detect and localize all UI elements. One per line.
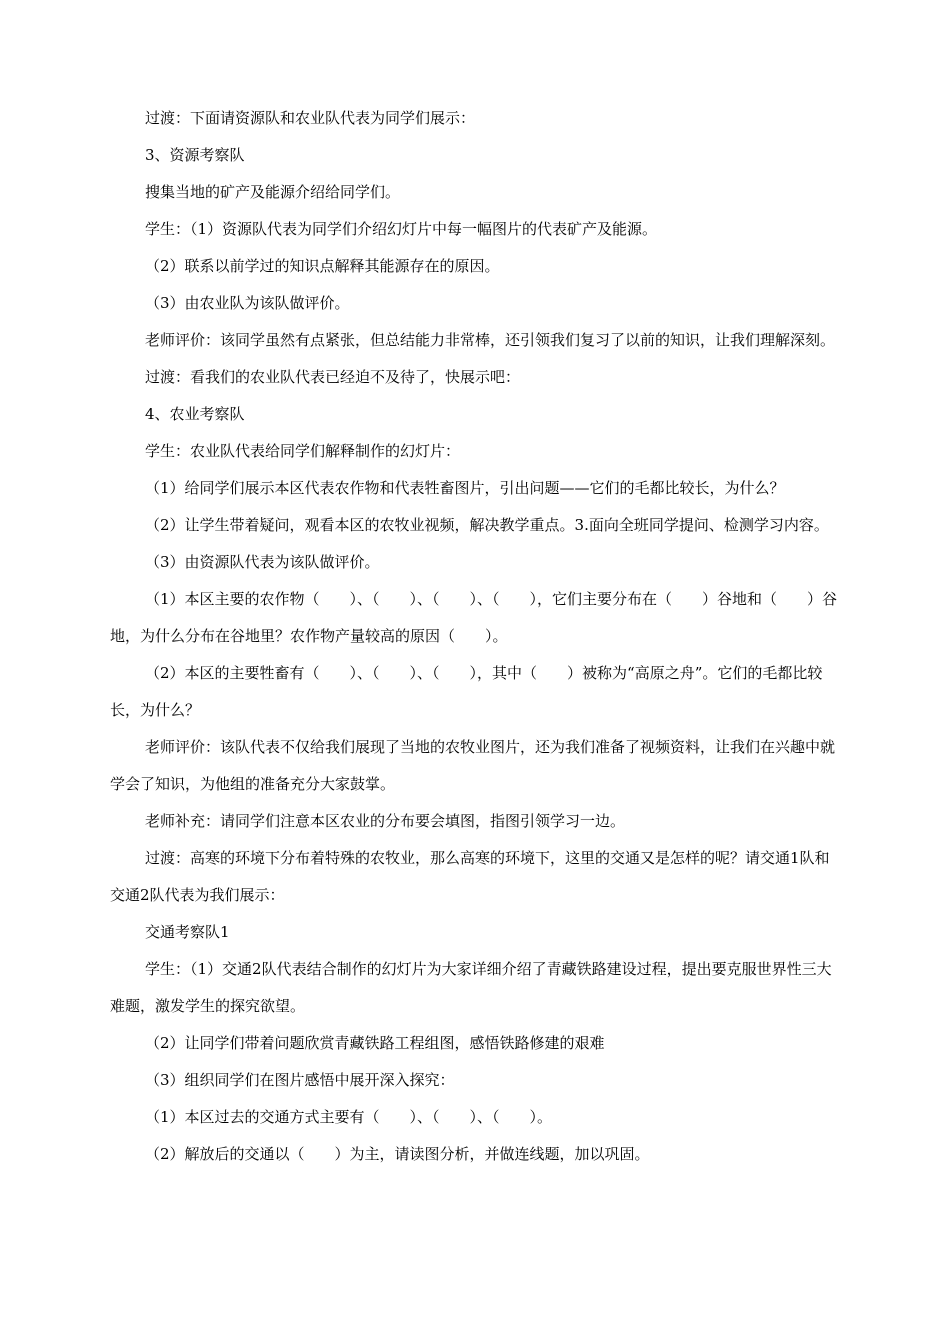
paragraph: 过渡：下面请资源队和农业队代表为同学们展示： xyxy=(145,109,476,127)
paragraph: 学生：（1）交通2队代表结合制作的幻灯片为大家详细介绍了青藏铁路建设过程，提出要克服世界性三大难题，激发学生的探究欲望。 xyxy=(110,960,832,1015)
paragraph: （3）由农业队为该队做评价。 xyxy=(145,294,350,312)
paragraph: 学生：农业队代表给同学们解释制作的幻灯片： xyxy=(145,442,461,460)
paragraph: 搜集当地的矿产及能源介绍给同学们。 xyxy=(145,183,401,201)
paragraph: 老师补充：请同学们注意本区农业的分布要会填图，指图引领学习一边。 xyxy=(145,812,626,830)
paragraph: 老师评价：该队代表不仅给我们展现了当地的农牧业图片，还为我们准备了视频资料，让我们在兴趣中就学会了知识，为他组的准备充分大家鼓掌。 xyxy=(110,738,836,793)
fill-in-question: （2）解放后的交通以（ ）为主，请读图分析，并做连线题，加以巩固。 xyxy=(145,1145,650,1163)
fill-in-question: （2）本区的主要牲畜有（ ）、（ ）、（ ），其中（ ）被称为“高原之舟”。它们的毛都比较长，为什么？ xyxy=(110,664,823,719)
fill-in-question: （1）本区主要的农作物（ ）、（ ）、（ ）、（ ），它们主要分布在（ ）谷地和（ ）谷地，为什么分布在谷地里？农作物产量较高的原因（ ）。 xyxy=(110,590,838,645)
section-heading: 交通考察队1 xyxy=(145,923,230,941)
paragraph: （2）让同学们带着问题欣赏青藏铁路工程组图，感悟铁路修建的艰难 xyxy=(145,1034,605,1052)
paragraph: 过渡：看我们的农业队代表已经迫不及待了，快展示吧： xyxy=(145,368,521,386)
document-body xyxy=(110,100,840,1173)
paragraph: 学生：（1）资源队代表为同学们介绍幻灯片中每一幅图片的代表矿产及能源。 xyxy=(145,220,658,238)
paragraph: （2）联系以前学过的知识点解释其能源存在的原因。 xyxy=(145,257,500,275)
paragraph: （3）由资源队代表为该队做评价。 xyxy=(145,553,380,571)
fill-in-question: （1）本区过去的交通方式主要有（ ）、（ ）、（ ）。 xyxy=(145,1108,553,1126)
paragraph: 过渡：高寒的环境下分布着特殊的农牧业，那么高寒的环境下，这里的交通又是怎样的呢？请交通1队和交通2队代表为我们展示： xyxy=(110,849,830,904)
paragraph: 老师评价：该同学虽然有点紧张，但总结能力非常棒，还引领我们复习了以前的知识，让我们理解深刻。 xyxy=(145,331,836,349)
section-heading: 3、资源考察队 xyxy=(145,146,245,164)
paragraph: （3）组织同学们在图片感悟中展开深入探究： xyxy=(145,1071,455,1089)
paragraph: （1）给同学们展示本区代表农作物和代表牲畜图片，引出问题——它们的毛都比较长，为什么？ xyxy=(145,479,785,497)
paragraph: （2）让学生带着疑问，观看本区的农牧业视频，解决教学重点。3.面向全班同学提问、检测学习内容。 xyxy=(145,516,829,534)
section-heading: 4、农业考察队 xyxy=(145,405,245,423)
